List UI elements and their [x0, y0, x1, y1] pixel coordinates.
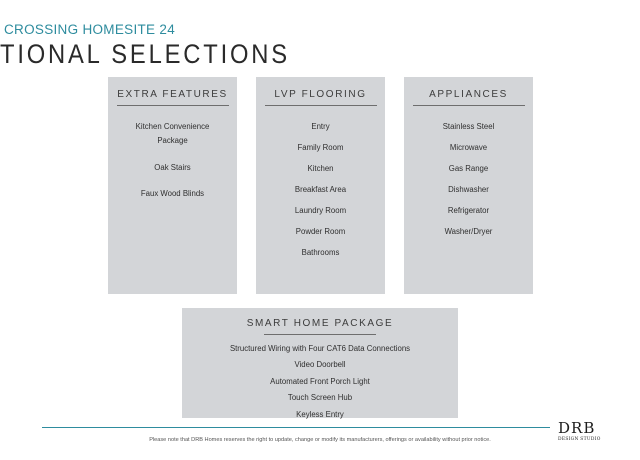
list-item: Dishwasher — [448, 185, 489, 194]
appliances-heading: APPLIANCES — [429, 89, 508, 100]
list-item: Bathrooms — [301, 248, 340, 257]
page-subtitle: CROSSING HOMESITE 24 — [4, 22, 176, 37]
list-item: Touch Screen Hub — [287, 393, 353, 403]
lvp-flooring-panel — [256, 77, 385, 294]
list-item: Oak Stairs — [154, 163, 191, 172]
list-item: Refrigerator — [447, 206, 490, 215]
extra-features-list — [108, 120, 237, 199]
disclaimer-label: Please note that DRB Homes reserves the right to update, change or modify its manufacturers, offerings or availability without prior notice. — [149, 437, 491, 443]
list-item: Video Doorbell — [294, 360, 346, 370]
disclaimer-text — [0, 437, 640, 443]
logo-mark: DRB — [558, 419, 596, 437]
list-item: Washer/Dryer — [444, 227, 493, 236]
list-item: Gas Range — [448, 164, 489, 173]
smart-home-heading: SMART HOME PACKAGE — [246, 318, 394, 329]
appliances-panel — [404, 77, 533, 294]
extra-features-panel — [108, 77, 237, 294]
list-item: Breakfast Area — [294, 185, 347, 194]
lvp-flooring-heading: LVP FLOORING — [274, 89, 367, 100]
list-item: Structured Wiring with Four CAT6 Data Connections — [229, 344, 411, 353]
lvp-flooring-divider — [265, 105, 377, 106]
smart-home-list — [182, 343, 458, 420]
list-item: Laundry Room — [294, 206, 347, 215]
extra-features-heading: EXTRA FEATURES — [117, 89, 228, 100]
list-item: Powder Room — [295, 227, 346, 236]
list-item: Kitchen Convenience Package — [135, 122, 210, 145]
smart-home-divider — [264, 334, 376, 335]
lvp-flooring-list — [256, 121, 385, 258]
appliances-divider — [413, 105, 525, 106]
list-item: Family Room — [297, 143, 344, 152]
extra-features-divider — [117, 105, 229, 106]
list-item: Stainless Steel — [442, 122, 495, 131]
drb-logo — [558, 421, 602, 442]
logo-subtitle: DESIGN STUDIO — [558, 437, 601, 442]
list-item: Automated Front Porch Light — [270, 376, 370, 386]
appliances-list — [404, 121, 533, 237]
page-title: TIONAL SELECTIONS — [0, 39, 290, 69]
list-item: Keyless Entry — [296, 409, 344, 419]
list-item: Kitchen — [307, 164, 334, 173]
list-item: Microwave — [449, 143, 488, 152]
list-item: Faux Wood Blinds — [140, 189, 205, 198]
list-item: Entry — [311, 122, 330, 131]
footer-divider — [42, 427, 550, 428]
smart-home-panel — [182, 308, 458, 418]
